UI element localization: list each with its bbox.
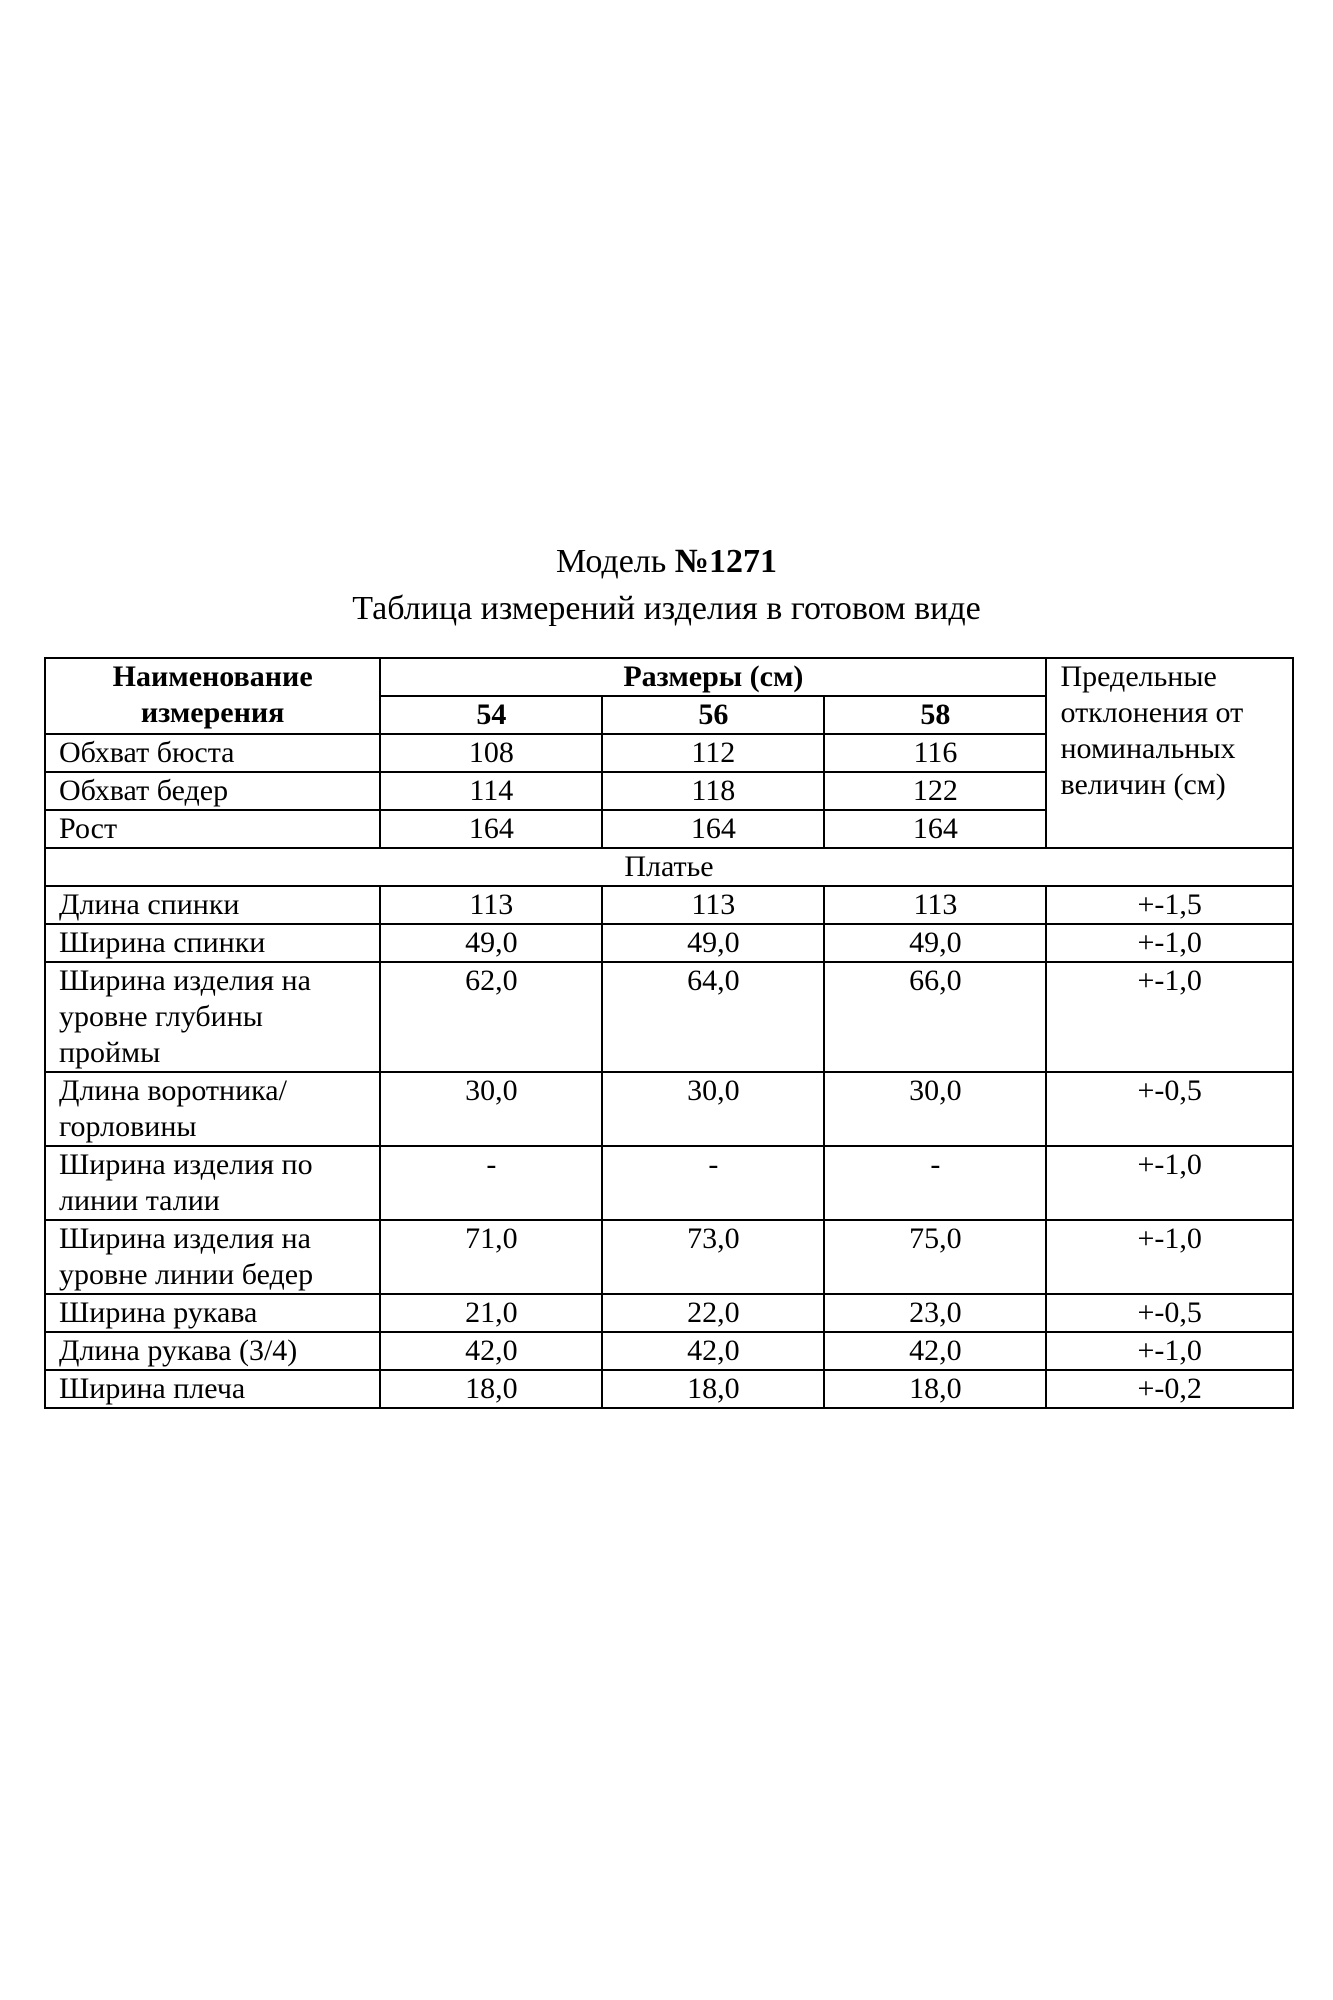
header-deviation: Предельные отклонения от номинальных величин (см) bbox=[1046, 658, 1293, 848]
measurement-name: Длина рукава (3/4) bbox=[45, 1332, 380, 1370]
table-row bbox=[45, 1370, 1293, 1408]
measurement-value: 21,0 bbox=[380, 1294, 602, 1332]
measurement-value: 49,0 bbox=[824, 924, 1046, 962]
measurement-value: 42,0 bbox=[602, 1332, 824, 1370]
measurement-value: 73,0 bbox=[602, 1220, 824, 1294]
measurement-value: 49,0 bbox=[380, 924, 602, 962]
header-name: Наименование измерения bbox=[45, 658, 380, 734]
measurement-value: 164 bbox=[824, 810, 1046, 848]
measurement-value: 108 bbox=[380, 734, 602, 772]
size-54: 54 bbox=[380, 696, 602, 734]
measurement-value: 42,0 bbox=[380, 1332, 602, 1370]
measurement-name: Ширина изделия на уровне линии бедер bbox=[45, 1220, 380, 1294]
measurement-value: 113 bbox=[824, 886, 1046, 924]
measurement-value: - bbox=[602, 1146, 824, 1220]
measurement-name: Длина спинки bbox=[45, 886, 380, 924]
measurement-value: 66,0 bbox=[824, 962, 1046, 1072]
tolerance-value: +-1,0 bbox=[1046, 924, 1293, 962]
tolerance-value: +-1,0 bbox=[1046, 962, 1293, 1072]
measurement-value: 122 bbox=[824, 772, 1046, 810]
table-row bbox=[45, 1294, 1293, 1332]
model-number: №1271 bbox=[674, 543, 777, 580]
measurement-value: 116 bbox=[824, 734, 1046, 772]
measurement-value: 18,0 bbox=[380, 1370, 602, 1408]
measurement-value: 112 bbox=[602, 734, 824, 772]
table-row bbox=[45, 1146, 1293, 1220]
tolerance-value: +-0,2 bbox=[1046, 1370, 1293, 1408]
size-58: 58 bbox=[824, 696, 1046, 734]
measurement-value: 75,0 bbox=[824, 1220, 1046, 1294]
tolerance-value: +-1,0 bbox=[1046, 1220, 1293, 1294]
measurement-name: Ширина изделия по линии талии bbox=[45, 1146, 380, 1220]
measurement-value: 18,0 bbox=[824, 1370, 1046, 1408]
measurement-name: Длина воротника/горловины bbox=[45, 1072, 380, 1146]
measurement-table-body bbox=[45, 658, 1293, 1408]
measurement-name: Ширина плеча bbox=[45, 1370, 380, 1408]
tolerance-value: +-1,5 bbox=[1046, 886, 1293, 924]
measurement-value: 114 bbox=[380, 772, 602, 810]
table-row bbox=[45, 1220, 1293, 1294]
table-subtitle: Таблица измерений изделия в готовом виде bbox=[352, 590, 981, 627]
model-title bbox=[0, 538, 1333, 585]
measurement-value: 30,0 bbox=[824, 1072, 1046, 1146]
header-sizes: Размеры (см) bbox=[380, 658, 1046, 696]
measurement-value: 30,0 bbox=[602, 1072, 824, 1146]
measurement-value: 42,0 bbox=[824, 1332, 1046, 1370]
measurement-name: Обхват бедер bbox=[45, 772, 380, 810]
measurement-value: - bbox=[824, 1146, 1046, 1220]
measurement-value: 30,0 bbox=[380, 1072, 602, 1146]
measurement-table bbox=[44, 657, 1294, 1409]
tolerance-value: +-1,0 bbox=[1046, 1146, 1293, 1220]
measurement-value: 18,0 bbox=[602, 1370, 824, 1408]
measurement-value: 49,0 bbox=[602, 924, 824, 962]
measurement-value: 113 bbox=[380, 886, 602, 924]
table-row bbox=[45, 886, 1293, 924]
measurement-value: 164 bbox=[602, 810, 824, 848]
measurement-value: 71,0 bbox=[380, 1220, 602, 1294]
measurement-name: Рост bbox=[45, 810, 380, 848]
measurement-name: Ширина рукава bbox=[45, 1294, 380, 1332]
document-title bbox=[0, 538, 1333, 632]
measurement-value: 164 bbox=[380, 810, 602, 848]
tolerance-value: +-1,0 bbox=[1046, 1332, 1293, 1370]
size-56: 56 bbox=[602, 696, 824, 734]
tolerance-value: +-0,5 bbox=[1046, 1072, 1293, 1146]
measurement-value: - bbox=[380, 1146, 602, 1220]
measurement-value: 64,0 bbox=[602, 962, 824, 1072]
model-prefix: Модель bbox=[556, 543, 675, 580]
table-row bbox=[45, 1072, 1293, 1146]
measurement-name: Ширина спинки bbox=[45, 924, 380, 962]
measurement-value: 113 bbox=[602, 886, 824, 924]
section-row bbox=[45, 848, 1293, 886]
tolerance-value: +-0,5 bbox=[1046, 1294, 1293, 1332]
section-label: Платье bbox=[45, 848, 1293, 886]
table-row bbox=[45, 924, 1293, 962]
header-row bbox=[45, 658, 1293, 696]
measurement-value: 62,0 bbox=[380, 962, 602, 1072]
table-row bbox=[45, 962, 1293, 1072]
measurement-value: 22,0 bbox=[602, 1294, 824, 1332]
measurement-value: 23,0 bbox=[824, 1294, 1046, 1332]
measurement-name: Обхват бюста bbox=[45, 734, 380, 772]
measurement-name: Ширина изделия на уровне глубины проймы bbox=[45, 962, 380, 1072]
table-row bbox=[45, 1332, 1293, 1370]
measurement-value: 118 bbox=[602, 772, 824, 810]
